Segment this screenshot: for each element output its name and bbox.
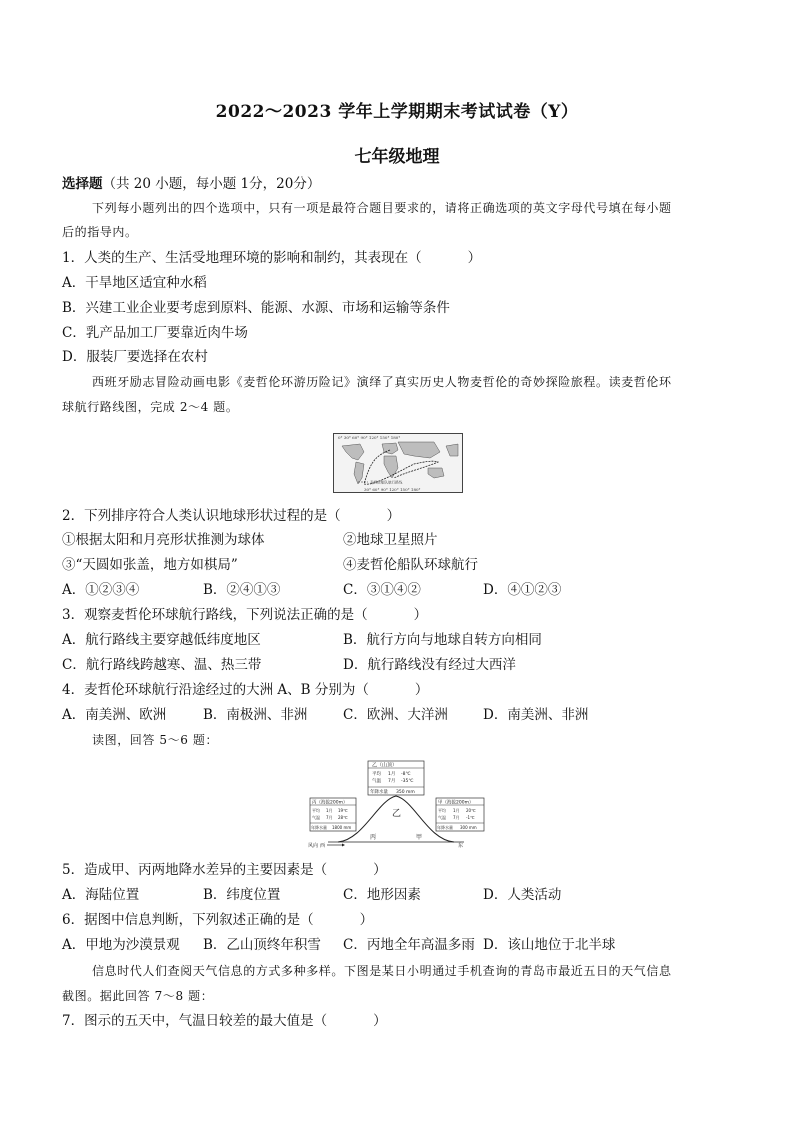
svg-text:7月: 7月: [388, 779, 396, 784]
q3-stem: 3．观察麦哲伦环球航行路线，下列说法正确的是（ ）: [62, 607, 428, 623]
q6-option-c: C．丙地全年高温多雨: [343, 937, 475, 953]
svg-text:28℃: 28℃: [338, 815, 348, 820]
q1-option-d: D．服装厂要选择在农村: [62, 349, 208, 365]
svg-text:西: 西: [320, 843, 326, 848]
svg-text:风向: 风向: [308, 843, 319, 848]
svg-text:气温: 气温: [312, 815, 320, 820]
passage3-line-2: 截图。据此回答 7～8 题：: [62, 989, 214, 1003]
q5-option-a: A．海陆位置: [62, 887, 140, 903]
q5-option-c: C．地形因素: [343, 887, 421, 903]
q2-option-d: D．④①②③: [483, 582, 562, 598]
svg-text:19℃: 19℃: [338, 808, 348, 813]
svg-text:-1℃: -1℃: [466, 815, 475, 820]
q2-statement-3: ③“天圆如张盖，地方如棋局”: [62, 557, 238, 573]
svg-text:-35℃: -35℃: [401, 779, 414, 784]
svg-text:年降水量: 年降水量: [437, 825, 453, 830]
passage1-line-2: 球航行路线图，完成 2～4 题。: [62, 400, 239, 414]
magellan-route-map: [333, 433, 463, 493]
svg-text:20℃: 20℃: [466, 808, 476, 813]
svg-text:东: 东: [458, 843, 464, 848]
svg-text:甲（海拔200m）: 甲（海拔200m）: [438, 800, 474, 806]
svg-text:1800 mm: 1800 mm: [332, 825, 352, 830]
svg-text:7月: 7月: [453, 815, 460, 820]
passage2-line-1: 读图，回答 5～6 题：: [92, 733, 219, 747]
q7-stem: 7．图示的五天中，气温日较差的最大值是（ ）: [62, 1013, 387, 1029]
q3-option-d: D．航行路线没有经过大西洋: [343, 657, 516, 673]
q2-option-a: A．①②③④: [62, 582, 140, 598]
svg-text:乙: 乙: [392, 809, 402, 819]
svg-text:平均: 平均: [312, 808, 320, 813]
svg-text:年降水量: 年降水量: [311, 825, 327, 830]
svg-text:气温: 气温: [438, 815, 446, 820]
svg-text:气温: 气温: [372, 779, 381, 784]
instruction-line-2: 后的指导内。: [62, 225, 138, 239]
svg-text:1月: 1月: [326, 808, 333, 813]
q2-statement-4: ④麦哲伦船队环球航行: [343, 557, 478, 573]
svg-text:甲: 甲: [416, 834, 423, 841]
q2-statement-1: ①根据太阳和月亮形状推测为球体: [62, 532, 265, 548]
q3-option-a: A．航行路线主要穿越低纬度地区: [62, 632, 261, 648]
q1-option-a: A．干旱地区适宜种水稻: [62, 275, 207, 291]
svg-text:乙（山顶）: 乙（山顶）: [372, 762, 398, 769]
page-title: 2022～2023 学年上学期期末考试试卷（Y）: [215, 102, 579, 122]
q1-stem: 1．人类的生产、生活受地理环境的影响和制约，其表现在（ ）: [62, 250, 482, 266]
q1-option-c: C．乳产品加工厂要靠近肉牛场: [62, 325, 248, 341]
section-header: [62, 175, 320, 193]
q3-option-c: C．航行路线跨越寒、温、热三带: [62, 657, 262, 673]
q2-statement-2: ②地球卫星照片: [343, 532, 438, 548]
map-bottom-ticks: 30° 60° 90° 120° 150° 180°: [364, 487, 421, 492]
svg-text:平均: 平均: [438, 808, 446, 813]
q5-stem: 5．造成甲、丙两地降水差异的主要因素是（ ）: [62, 862, 387, 878]
svg-text:1月: 1月: [453, 808, 460, 813]
q6-stem: 6．据图中信息判断，下列叙述正确的是（ ）: [62, 912, 374, 928]
passage3-line-1: 信息时代人们查阅天气信息的方式多种多样。下图是某日小明通过手机查询的青岛市最近五日的天气信息: [92, 964, 672, 978]
q4-option-c: C．欧洲、大洋洲: [343, 707, 448, 723]
q2-option-b: B．②④①③: [203, 582, 281, 598]
svg-text:丙（海拔200m）: 丙（海拔200m）: [312, 800, 348, 806]
svg-text:平均: 平均: [372, 772, 381, 777]
map-legend: 麦哲伦船队航行路线: [370, 480, 403, 485]
svg-text:1月: 1月: [388, 772, 396, 777]
q2-option-c: C．③①④②: [343, 582, 421, 598]
section-note: （共 20 小题，每小题 1分，20分）: [102, 176, 321, 192]
mountain-climate-diagram: [308, 760, 486, 848]
q5-option-d: D．人类活动: [483, 887, 562, 903]
q3-option-b: B．航行方向与地球自转方向相同: [343, 632, 542, 648]
q4-stem: 4．麦哲伦环球航行沿途经过的大洲 A、B 分别为（ ）: [62, 682, 429, 698]
section-heading: 选择题: [62, 176, 103, 192]
q6-option-a: A．甲地为沙漠景观: [62, 937, 180, 953]
q6-option-b: B．乙山顶终年积雪: [203, 937, 321, 953]
q4-option-d: D．南美洲、非洲: [483, 707, 589, 723]
svg-text:丙: 丙: [370, 834, 377, 841]
svg-text:-8℃: -8℃: [401, 772, 411, 777]
svg-text:7月: 7月: [326, 815, 333, 820]
q2-stem: 2．下列排序符合人类认识地球形状过程的是（ ）: [62, 508, 401, 524]
instruction-line-1: 下列每小题列出的四个选项中，只有一项是最符合题目要求的，请将正确选项的英文字母代号填在每小题: [92, 201, 672, 215]
q4-option-a: A．南美洲、欧洲: [62, 707, 167, 723]
svg-text:350 mm: 350 mm: [396, 790, 415, 795]
svg-text:300 mm: 300 mm: [460, 825, 477, 830]
map-top-ticks: 0° 30° 60° 90° 120° 150° 180°: [338, 435, 401, 440]
passage1-line-1: 西班牙励志冒险动画电影《麦哲伦环游历险记》演绎了真实历史人物麦哲伦的奇妙探险旅程。读麦哲伦环: [92, 375, 672, 389]
q5-option-b: B．纬度位置: [203, 887, 281, 903]
q1-option-b: B．兴建工业企业要考虑到原料、能源、水源、市场和运输等条件: [62, 300, 450, 316]
svg-text:年降水量: 年降水量: [370, 790, 388, 795]
page-subtitle: 七年级地理: [354, 147, 440, 167]
q4-option-b: B．南极洲、非洲: [203, 707, 308, 723]
q6-option-d: D．该山地位于北半球: [483, 937, 616, 953]
